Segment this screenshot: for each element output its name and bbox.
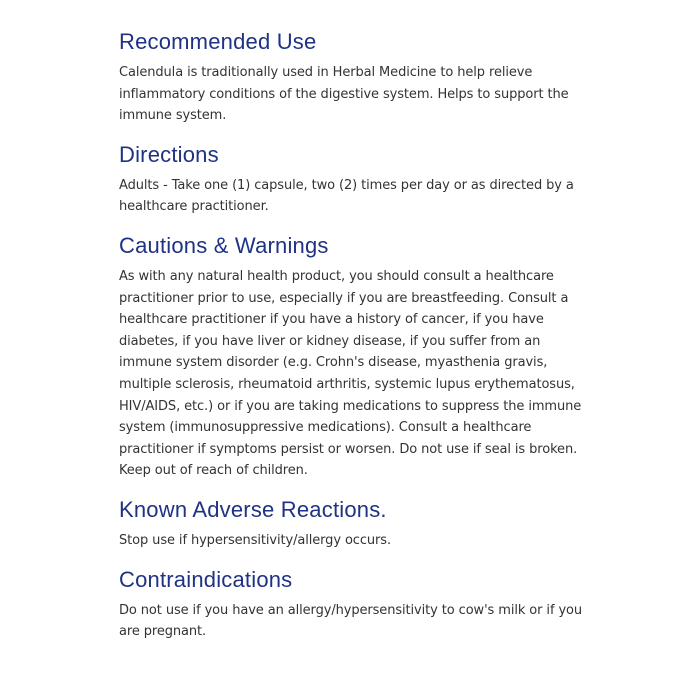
contraindications-heading: Contraindications <box>119 566 293 592</box>
directions-text: Adults - Take one (1) capsule, two (2) times per day or as directed by a healthcare practitioner. <box>119 177 574 215</box>
known-adverse-reactions-text: Stop use if hypersensitivity/allergy occurs. <box>119 532 391 548</box>
section-contraindications <box>119 564 589 643</box>
contraindications-text: Do not use if you have an allergy/hypersensitivity to cow's milk or if you are pregnant. <box>119 602 583 640</box>
cautions-warnings-heading: Cautions & Warnings <box>119 232 329 258</box>
recommended-use-text: Calendula is traditionally used in Herbal Medicine to help relieve inflammatory conditions of the digestive system. Helps to support the immune system. <box>119 65 569 124</box>
known-adverse-reactions-heading: Known Adverse Reactions. <box>119 496 387 522</box>
section-recommended-use <box>119 26 589 127</box>
section-cautions-warnings <box>119 230 589 482</box>
cautions-warnings-text: As with any natural health product, you should consult a healthcare practitioner prior to use, especially if you are breastfeeding. Consult a healthcare practitioner if you have a history of cancer, if you have diabetes, if you have liver or kidney disease, if you suffer from an immune system disorder (e.g. Crohn's disease, myasthenia gravis, multiple sclerosis, rheumatoid arthritis, systemic lupus erythematosus, HIV/AIDS, etc.) or if you are taking medications to suppress the immune system (immunosuppressive medications). Consult a healthcare practitioner if symptoms persist or worsen. Do not use if seal is broken. Keep out of reach of children. <box>119 268 582 479</box>
product-info-content <box>119 26 589 643</box>
section-known-adverse-reactions <box>119 494 589 552</box>
recommended-use-heading: Recommended Use <box>119 29 317 54</box>
section-directions <box>119 139 589 218</box>
directions-heading: Directions <box>119 141 219 167</box>
